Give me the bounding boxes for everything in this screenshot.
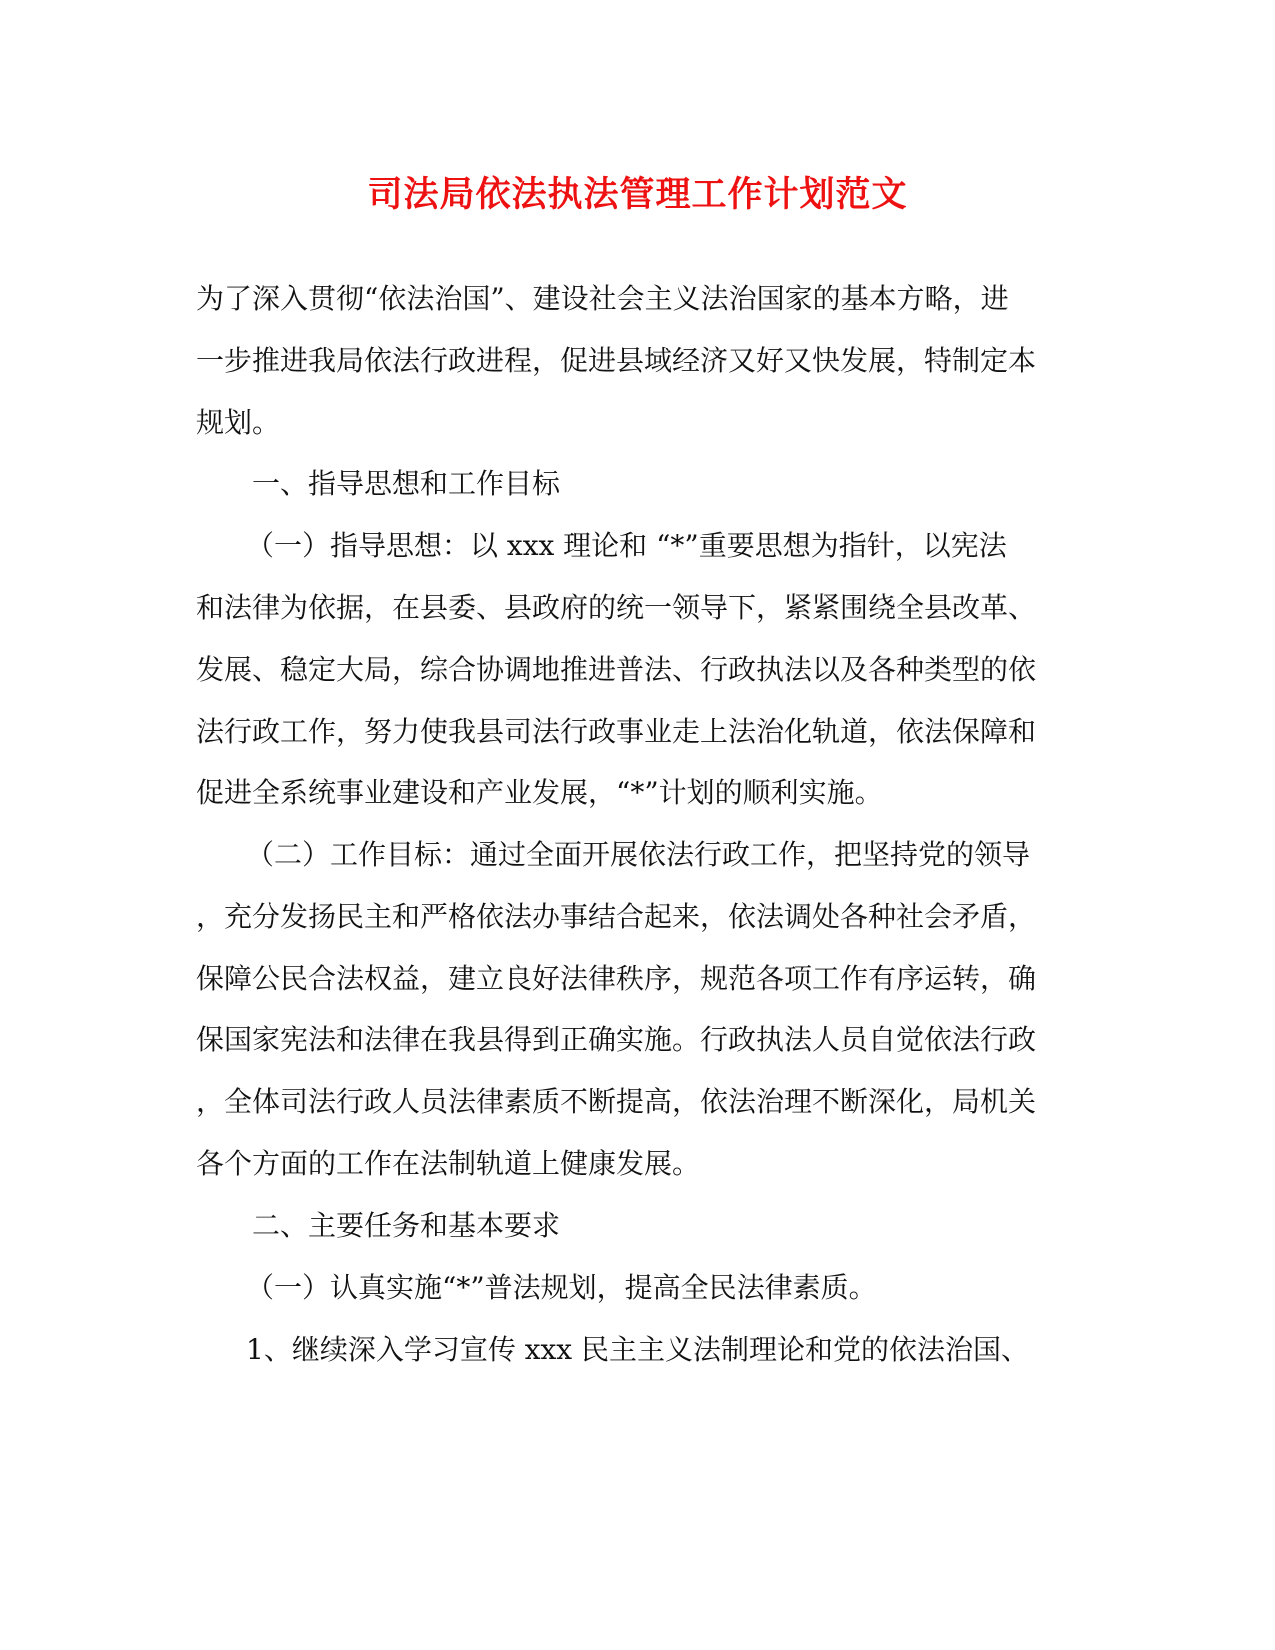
paragraph-line: 一步推进我局依法行政进程，促进县域经济又好又快发展，特制定本 <box>196 344 1037 377</box>
paragraph-line: ，充分发扬民主和严格依法办事结合起来，依法调处各种社会矛盾， <box>196 900 1037 933</box>
subsection-heading: （一）认真实施“*”普法规划，提高全民法律素质。 <box>246 1271 877 1304</box>
paragraph-line: 保国家宪法和法律在我县得到正确实施。行政执法人员自觉依法行政 <box>196 1023 1037 1056</box>
paragraph-line: 1、继续深入学习宣传 xxx 民主主义法制理论和党的依法治国、 <box>246 1333 1029 1366</box>
paragraph-line: ，全体司法行政人员法律素质不断提高，依法治理不断深化，局机关 <box>196 1085 1037 1118</box>
paragraph-line: 为了深入贯彻“依法治国”、建设社会主义法治国家的基本方略，进 <box>196 282 1009 315</box>
document-title: 司法局依法执法管理工作计划范文 <box>367 174 908 215</box>
section-heading-1: 一、指导思想和工作目标 <box>252 467 561 500</box>
paragraph-line: （一）指导思想：以 xxx 理论和 “*”重要思想为指针，以宪法 <box>246 529 1007 562</box>
section-heading-2: 二、主要任务和基本要求 <box>252 1209 561 1242</box>
paragraph-line: （二）工作目标：通过全面开展依法行政工作，把坚持党的领导 <box>246 838 1031 871</box>
paragraph-line: 保障公民合法权益，建立良好法律秩序，规范各项工作有序运转，确 <box>196 962 1037 995</box>
paragraph-line: 法行政工作，努力使我县司法行政事业走上法治化轨道，依法保障和 <box>196 715 1037 748</box>
paragraph-line: 发展、稳定大局，综合协调地推进普法、行政执法以及各种类型的依 <box>196 653 1037 686</box>
paragraph-line: 规划。 <box>196 406 281 439</box>
paragraph-line: 和法律为依据，在县委、县政府的统一领导下，紧紧围绕全县改革、 <box>196 591 1037 624</box>
paragraph-line: 各个方面的工作在法制轨道上健康发展。 <box>196 1147 701 1180</box>
paragraph-line: 促进全系统事业建设和产业发展，“*”计划的顺利实施。 <box>196 776 883 809</box>
